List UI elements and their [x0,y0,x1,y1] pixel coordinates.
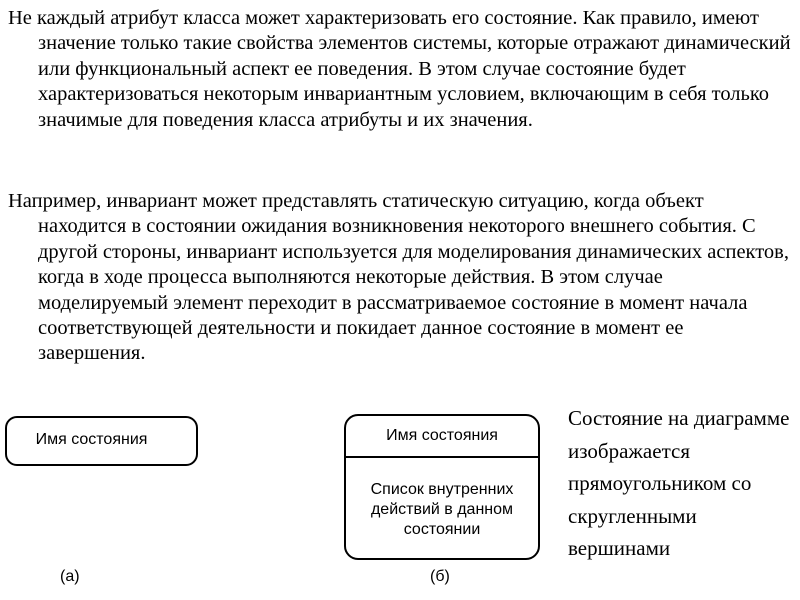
paragraph-invariant-example: Например, инвариант может представлять статическую ситуацию, когда объект находится в состоянии ожидания возникновения некоторого внешнего события. С другой стороны, инвариант используется для моделирования динамических аспектов, когда в ходе процесса выполняются некоторые действия. В этом случае моделируемый элемент переходит в рассматриваемое состояние в момент начала соответствующей деятельности и покидает данное состояние в момент ее завершения. [8,190,789,365]
state-diagram-simple [5,416,198,466]
state-diagram-with-actions [344,414,540,560]
state-name-label: Имя состояния [35,431,148,448]
paragraph-state-attributes: Не каждый атрибут класса может характеризовать его состояние. Как правило, имеют значение только такие свойства элементов системы, которые отражают динамический или функциональный аспект ее поведения. В этом случае состояние будет характеризоваться некоторым инвариантным условием, включающим в себя только значимые для поведения класса атрибуты и их значения. [8,7,791,131]
side-note: Состояние на диаграмме изображается прямоугольником со скругленными вершинами [568,406,790,560]
figure-caption-a: (а) [60,568,80,585]
internal-actions-label: Список внутренних действий в данном состоянии [370,481,514,538]
figure-caption-b: (б) [430,568,450,585]
state-compartment-divider [346,456,538,458]
state-name-label: Имя состояния [386,427,498,444]
